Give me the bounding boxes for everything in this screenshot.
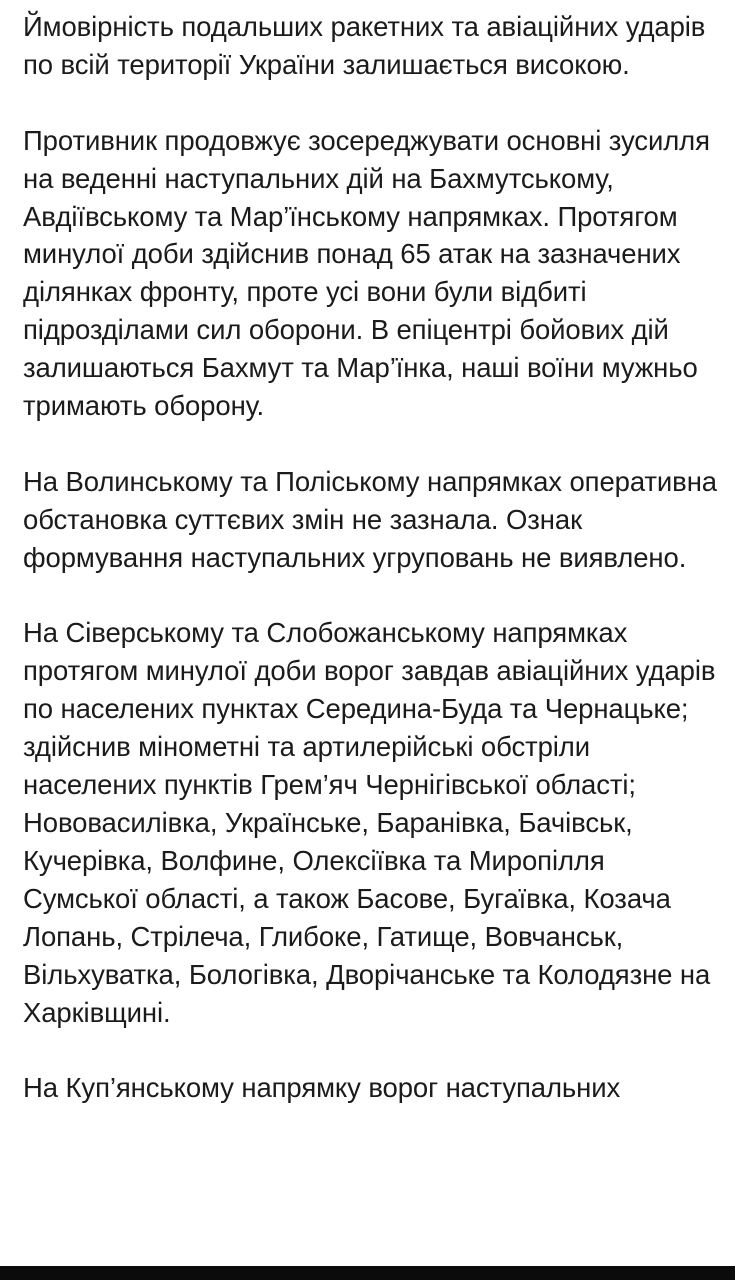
paragraph: На Волинському та Поліському напрямках оперативна обстановка суттєвих змін не зазнала. Ознак формування наступальних угруповань не виявлено. [23, 465, 717, 573]
bottom-edge-bar [0, 1266, 735, 1280]
paragraph: На Куп’янському напрямку ворог наступальних [23, 1072, 621, 1104]
article-body [23, 8, 723, 1145]
paragraph: Противник продовжує зосереджувати основні зусилля на веденні наступальних дій на Бахмутському, Авдіївському та Мар’їнському напрямках. Протягом минулої доби здійснив понад 65 атак на зазначених ділянках фронту, проте усі вони були відбиті підрозділами сил оборони. В епіцентрі бойових дій залишаються Бахмут та Мар’їнка, наші воїни мужньо тримають оборону. [23, 124, 710, 422]
paragraph: На Сіверському та Слобожанському напрямках протягом минулої доби ворог завдав авіаційних ударів по населених пунктах Середина-Буда та Чернацьке; здійснив мінометні та артилерійські обстріли населених пунктів Грем’яч Чернігівської області; Нововасилівка, Українське, Баранівка, Бачівськ, Кучерівка, Волфине, Олексіївка та Миропілля Сумської області, а також Басове, Бугаївка, Козача Лопань, Стрілеча, Глибоке, Гатище, Вовчанськ, Вільхуватка, Бологівка, Дворічанське та Колодязне на Харківщині. [23, 617, 716, 1028]
paragraph: Ймовірність подальших ракетних та авіаційних ударів по всій території України залишається високою. [23, 11, 706, 80]
